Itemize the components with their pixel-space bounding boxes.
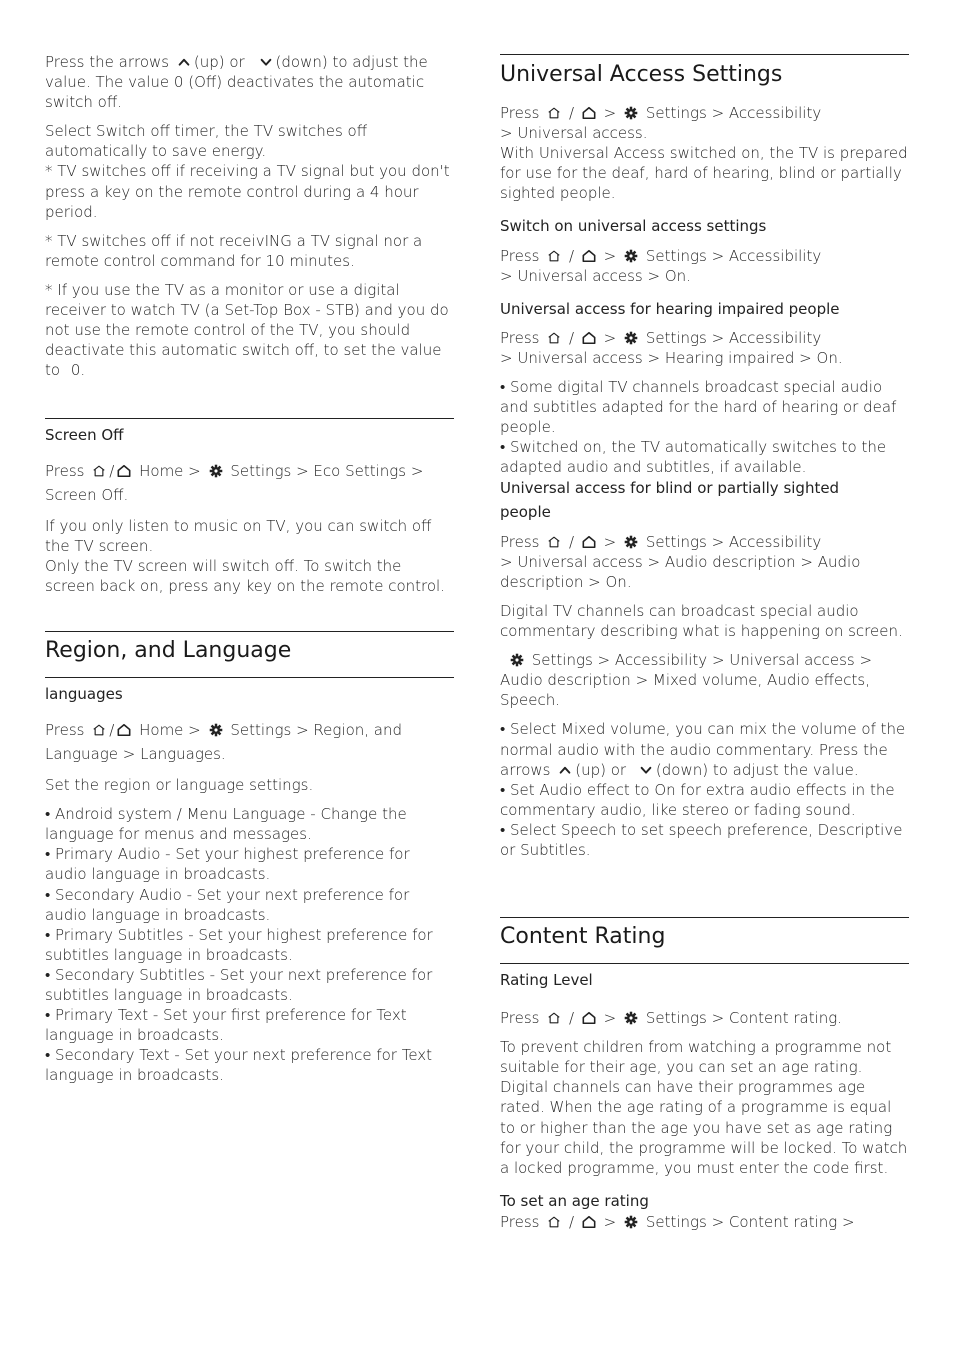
home-outline-icon <box>547 1011 561 1025</box>
screen-off-desc-1: If you only listen to music on TV, you can switch off the TV screen. <box>45 517 432 556</box>
home-icon <box>582 331 596 345</box>
divider <box>500 963 909 964</box>
gear-icon <box>624 106 638 120</box>
home-outline-icon <box>92 464 106 478</box>
screen-off-title: Screen Off <box>45 426 124 444</box>
gear-icon <box>209 723 223 737</box>
rating-level-title: Rating Level <box>500 971 593 989</box>
switch-on-ua-path: Press / > Settings > Accessibility > Universal access > On. <box>500 246 822 285</box>
rating-desc: To prevent children from watching a programme not suitable for their age, you can set an age rating. Digital channels can have their programmes age rated. When the age rating of a programme is equal to or higher than the age you have set as age rating for your child, the programme will be locked. To watch a locked programme, you must enter the code first. <box>500 1038 908 1177</box>
home-icon <box>117 723 131 737</box>
chevron-up-icon <box>177 55 191 69</box>
hearing-impaired-path: Press / > Settings > Accessibility > Universal access > Hearing impaired > On. <box>500 328 843 367</box>
switch-off-note-3: * If you use the TV as a monitor or use a digital receiver to watch TV (a Set-Top Box - STB) and you do not use the remote control of the TV, you should deactivate this automatic switch off, to set the value to 0. <box>45 280 449 380</box>
region-language-heading: Region, and Language <box>45 638 292 663</box>
rating-level-path: Press / > Settings > Content rating. <box>500 1009 843 1028</box>
divider <box>500 917 909 918</box>
languages-path: Press / Home > Settings > Region, and Language > Languages. <box>45 721 403 764</box>
commentary-desc: Digital TV channels can broadcast special audio commentary describing what is happening on screen. <box>500 601 903 641</box>
chevron-up-icon <box>558 763 572 777</box>
home-icon <box>582 1011 596 1025</box>
gear-icon <box>624 535 638 549</box>
home-outline-icon <box>547 331 561 345</box>
home-icon <box>582 106 596 120</box>
mixed-volume-item: • Select Mixed volume, you can mix the volume of the normal audio with the audio commentary. Press the arrows (up) or (down) to adjust the value. <box>500 720 906 779</box>
home-icon <box>582 535 596 549</box>
universal-access-section <box>500 103 909 860</box>
ua-desc: With Universal Access switched on, the TV is prepared for use for the deaf, hard of hearing, blind or partially sighted people. <box>500 144 908 203</box>
gear-icon <box>624 331 638 345</box>
blind-title: Universal access for blind or partially sighted <box>500 478 840 497</box>
universal-access-heading: Universal Access Settings <box>500 62 783 87</box>
speech-item: • Select Speech to set speech preference, Descriptive or Subtitles. <box>500 820 903 859</box>
list-item: • Secondary Audio - Set your next preference for audio language in broadcasts. <box>45 885 410 924</box>
home-outline-icon <box>92 723 106 737</box>
divider <box>45 631 454 632</box>
list-item: • Secondary Subtitles - Set your next preference for subtitles language in broadcasts. <box>45 965 433 1005</box>
ua-path: Press / > Settings > Accessibility > Universal access. <box>500 104 822 143</box>
content-rating-section <box>500 970 909 1232</box>
screen-off-path: Press / Home > Settings > Eco Settings > Screen Off. <box>45 462 424 505</box>
home-outline-icon <box>547 106 561 120</box>
divider <box>45 418 454 419</box>
home-icon <box>582 249 596 263</box>
audio-effect-item: • Set Audio effect to On for extra audio effects in the commentary audio, like stereo or fading sound. <box>500 780 895 819</box>
content-rating-heading: Content Rating <box>500 924 666 949</box>
divider <box>45 677 454 678</box>
list-item: • Switched on, the TV automatically switches to the adapted audio and subtitles, if available. <box>500 438 887 477</box>
hearing-impaired-title: Universal access for hearing impaired people <box>500 299 840 318</box>
switch-off-note-2: * TV switches off if not receivING a TV signal nor a remote control command for 10 minutes. <box>45 231 423 270</box>
languages-list <box>45 804 454 1085</box>
languages-desc: Set the region or language settings. <box>45 776 314 795</box>
chevron-down-icon <box>639 763 653 777</box>
home-icon <box>582 1215 596 1229</box>
set-age-rating-path: Press / > Settings > Content rating > <box>500 1212 855 1231</box>
blind-title-line2: people <box>500 502 551 521</box>
gear-icon <box>624 1011 638 1025</box>
languages-title: languages <box>45 685 123 703</box>
mixed-volume-path: Settings > Accessibility > Universal access > Audio description > Mixed volume, Audio effects, Speech. <box>500 651 873 710</box>
region-language-section <box>45 684 454 1086</box>
chevron-down-icon <box>259 55 273 69</box>
gear-icon <box>510 653 524 667</box>
auto-switch-off-text <box>45 52 454 380</box>
home-icon <box>117 464 131 478</box>
divider <box>500 54 909 55</box>
list-item: • Secondary Text - Set your next preference for Text language in broadcasts. <box>45 1046 433 1085</box>
list-item: • Primary Audio - Set your highest preference for audio language in broadcasts. <box>45 845 410 884</box>
switch-off-note-1: * TV switches off if receiving a TV signal but you don't press a key on the remote control during a 4 hour period. <box>45 162 450 221</box>
list-item: • Primary Text - Set your first preference for Text language in broadcasts. <box>45 1006 407 1045</box>
switch-on-ua-title: Switch on universal access settings <box>500 217 767 236</box>
home-outline-icon <box>547 1215 561 1229</box>
home-outline-icon <box>547 535 561 549</box>
list-item: • Android system / Menu Language - Change the language for menus and messages. <box>45 805 407 844</box>
switch-off-timer-paragraph: Select Switch off timer, the TV switches off automatically to save energy. <box>45 122 368 161</box>
arrows-paragraph: Press the arrows (up) or (down) to adjust the value. The value 0 (Off) deactivates the automatic switch off. <box>45 53 428 112</box>
gear-icon <box>624 249 638 263</box>
screen-off-section <box>45 425 454 596</box>
set-age-rating-title: To set an age rating <box>500 1191 649 1210</box>
list-item: • Primary Subtitles - Set your highest preference for subtitles language in broadcasts. <box>45 925 433 964</box>
screen-off-desc-2: Only the TV screen will switch off. To switch the screen back on, press any key on the remote control. <box>45 557 445 596</box>
gear-icon <box>624 1215 638 1229</box>
gear-icon <box>209 464 223 478</box>
blind-path: Press / > Settings > Accessibility > Universal access > Audio description > Audio description > On. <box>500 532 861 591</box>
home-outline-icon <box>547 249 561 263</box>
list-item: • Some digital TV channels broadcast special audio and subtitles adapted for the hard of hearing or deaf people. <box>500 378 897 437</box>
